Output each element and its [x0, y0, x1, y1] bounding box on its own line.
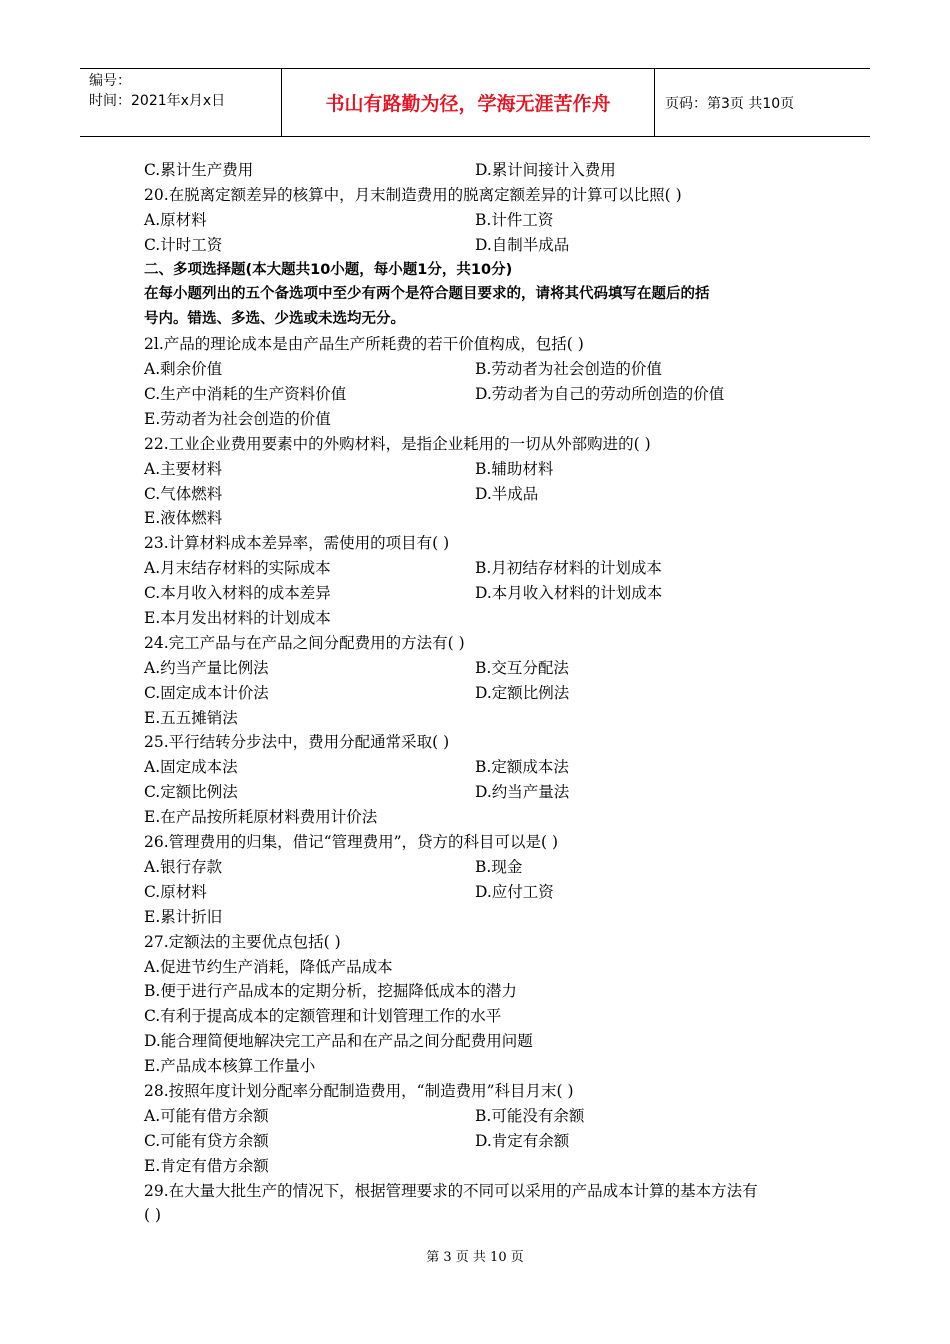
option-text: A.可能有借方余额: [144, 1106, 269, 1125]
option-text: B.现金: [475, 857, 523, 876]
question-line: ( ): [144, 1206, 162, 1225]
option-row: [144, 382, 814, 407]
option-text: B.定额成本法: [475, 758, 569, 777]
option-text: A.剩余价值: [144, 360, 223, 379]
option-row: [144, 482, 814, 507]
option-text: C.可能有贷方余额: [144, 1131, 269, 1150]
question-line: 24.完工产品与在产品之间分配费用的方法有( ): [144, 633, 465, 652]
section-instruction: 号内。错选、多选、少选或未选均无分。: [144, 311, 405, 328]
option-text: B.可能没有余额: [475, 1106, 585, 1125]
header-meta: [80, 69, 282, 136]
option-row: [144, 233, 814, 258]
option-text: D.自制半成品: [475, 235, 570, 254]
option-text: B.劳动者为社会创造的价值: [475, 360, 662, 379]
number-label: 编号：: [89, 73, 131, 89]
option-text: A.原材料: [144, 210, 207, 229]
question-line: E.五五摊销法: [144, 708, 238, 727]
option-row: [144, 880, 814, 905]
question-line: E.本月发出材料的计划成本: [144, 609, 331, 628]
section-instruction: 在每小题列出的五个备选项中至少有两个是符合题目要求的，请将其代码填写在题后的括: [144, 286, 710, 303]
option-row: [144, 1129, 814, 1154]
section-instruction: 二、多项选择题(本大题共10小题，每小题1分，共10分): [144, 261, 513, 278]
question-line: E.产品成本核算工作量小: [144, 1057, 316, 1076]
option-row: [144, 556, 814, 581]
question-line: D.能合理简便地解决完工产品和在产品之间分配费用问题: [144, 1032, 533, 1051]
option-text: B.辅助材料: [475, 459, 554, 478]
option-text: B.月初结存材料的计划成本: [475, 559, 662, 578]
page-footer: 第 3 页 共 10 页: [426, 1250, 524, 1265]
option-row: [144, 158, 814, 183]
question-line: 29.在大量大批生产的情况下，根据管理要求的不同可以采用的产品成本计算的基本方法有: [144, 1181, 758, 1200]
time-label: 时间：2021年x月x日: [89, 93, 226, 109]
option-text: D.劳动者为自己的劳动所创造的价值: [475, 385, 725, 404]
document-body: [144, 158, 814, 1228]
option-text: C.本月收入材料的成本差异: [144, 584, 331, 603]
question-line: A.促进节约生产消耗，降低产品成本: [144, 957, 393, 976]
option-row: [144, 1104, 814, 1129]
option-row: [144, 357, 814, 382]
option-text: B.交互分配法: [475, 658, 569, 677]
option-text: C.累计生产费用: [144, 161, 254, 179]
option-text: D.肯定有余额: [475, 1131, 570, 1150]
question-line: 27.定额法的主要优点包括( ): [144, 932, 341, 951]
option-text: B.计件工资: [475, 210, 554, 229]
option-row: [144, 681, 814, 706]
option-text: C.计时工资: [144, 235, 223, 254]
question-line: B.便于进行产品成本的定期分析，挖掘降低成本的潜力: [144, 982, 517, 1001]
option-row: [144, 855, 814, 880]
option-text: C.固定成本计价法: [144, 683, 269, 702]
option-text: A.约当产量比例法: [144, 658, 269, 677]
question-line: E.在产品按所耗原材料费用计价法: [144, 808, 378, 827]
option-text: A.主要材料: [144, 459, 223, 478]
option-text: D.本月收入材料的计划成本: [475, 584, 663, 603]
question-line: 25.平行结转分步法中，费用分配通常采取( ): [144, 733, 450, 752]
option-text: C.定额比例法: [144, 783, 238, 802]
page-header: [80, 68, 870, 137]
option-row: [144, 656, 814, 681]
question-line: 2l.产品的理论成本是由产品生产所耗费的若干价值构成，包括( ): [144, 335, 584, 354]
option-row: [144, 581, 814, 606]
option-text: C.气体燃料: [144, 484, 223, 503]
option-text: D.半成品: [475, 484, 539, 503]
option-text: D.约当产量法: [475, 783, 570, 802]
option-text: A.月末结存材料的实际成本: [144, 559, 331, 578]
option-text: D.定额比例法: [475, 683, 570, 702]
question-line: 28.按照年度计划分配率分配制造费用，“制造费用”科目月末( ): [144, 1081, 574, 1100]
question-line: E.劳动者为社会创造的价值: [144, 409, 331, 428]
option-text: C.原材料: [144, 882, 207, 901]
header-motto: 书山有路勤为径，学海无涯苦作舟: [282, 69, 655, 136]
option-row: [144, 457, 814, 482]
option-text: A.固定成本法: [144, 758, 238, 777]
option-text: D.应付工资: [475, 882, 554, 901]
question-line: C.有利于提高成本的定额管理和计划管理工作的水平: [144, 1007, 502, 1026]
header-page-info: 页码：第3页 共10页: [665, 95, 795, 112]
option-row: [144, 755, 814, 780]
option-row: [144, 780, 814, 805]
question-line: 23.计算材料成本差异率，需使用的项目有( ): [144, 534, 450, 553]
option-text: C.生产中消耗的生产资料价值: [144, 385, 347, 404]
question-line: E.累计折旧: [144, 907, 223, 926]
question-line: 22.工业企业费用要素中的外购材料，是指企业耗用的一切从外部购进的( ): [144, 434, 651, 453]
option-text: A.银行存款: [144, 857, 223, 876]
option-row: [144, 208, 814, 233]
question-line: 20.在脱离定额差异的核算中，月末制造费用的脱离定额差异的计算可以比照( ): [144, 185, 682, 204]
option-text: D.累计间接计入费用: [475, 161, 616, 179]
question-line: 26.管理费用的归集，借记“管理费用”，贷方的科目可以是( ): [144, 833, 559, 852]
question-line: E.肯定有借方余额: [144, 1156, 269, 1175]
question-line: E.液体燃料: [144, 509, 223, 528]
